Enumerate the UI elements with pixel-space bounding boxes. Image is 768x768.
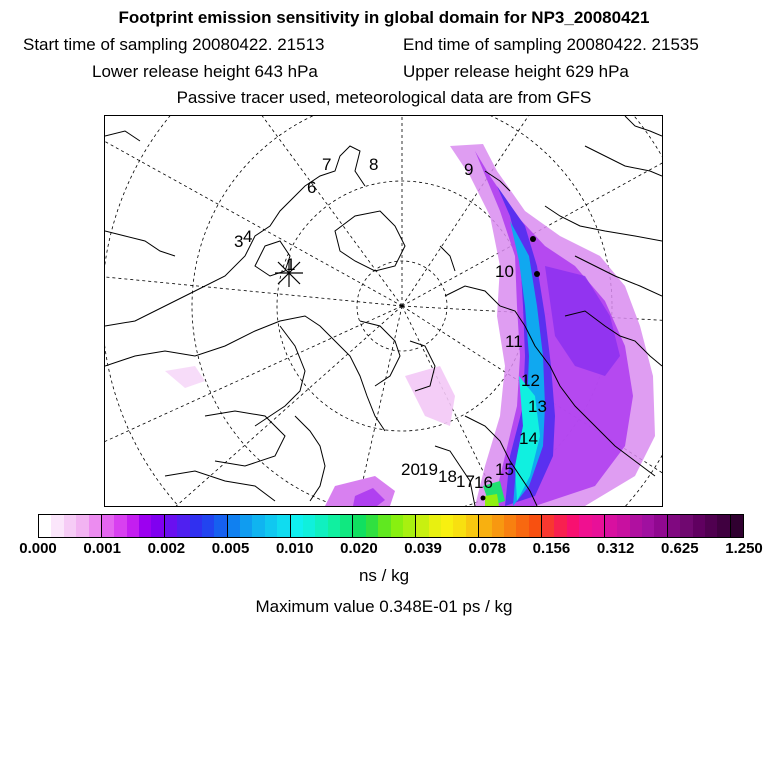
color-scale-swatch	[592, 515, 604, 537]
point-label-16: 16	[474, 473, 493, 492]
point-label-8: 8	[369, 155, 379, 174]
upper-height-text: Upper release height 629 hPa	[403, 62, 629, 81]
maximum-value-text: Maximum value 0.348E-01 ps / kg	[255, 597, 513, 616]
color-scale-swatch	[277, 515, 289, 537]
color-scale-bar	[38, 514, 744, 538]
color-scale-swatch	[202, 515, 214, 537]
color-scale-swatch	[101, 515, 114, 537]
color-scale-swatch	[654, 515, 666, 537]
color-scale-swatch	[705, 515, 717, 537]
color-scale-swatch	[693, 515, 705, 537]
color-scale-unit: ns / kg	[358, 566, 410, 585]
point-label-12: 12	[521, 371, 540, 390]
lower-height-text: Lower release height 643 hPa	[92, 62, 318, 81]
point-label-1: 1	[286, 255, 296, 274]
color-scale-swatch	[366, 515, 378, 537]
color-scale-swatch	[680, 515, 692, 537]
color-scale-swatch	[164, 515, 177, 537]
color-scale-tick-label: 0.625	[661, 540, 699, 557]
color-scale-swatch	[114, 515, 126, 537]
color-scale-tick-label: 0.039	[404, 540, 442, 557]
color-scale-tick-label: 0.078	[468, 540, 507, 557]
point-label-18: 18	[438, 467, 457, 486]
color-scale-swatch	[139, 515, 151, 537]
color-scale-swatch	[567, 515, 579, 537]
color-scale-swatch	[64, 515, 76, 537]
color-scale-swatch	[667, 515, 680, 537]
color-scale-swatch	[579, 515, 591, 537]
color-scale-swatch	[315, 515, 327, 537]
color-scale-swatch	[151, 515, 163, 537]
color-scale-swatch	[39, 515, 51, 537]
color-scale-swatch	[391, 515, 403, 537]
color-scale-swatch	[352, 515, 365, 537]
color-scale-tick-label: 0.156	[532, 540, 571, 557]
color-scale-tick-label: 0.000	[19, 540, 57, 557]
color-scale-swatch	[177, 515, 189, 537]
tracer-note: Passive tracer used, meteorological data are from GFS	[176, 88, 592, 107]
color-scale-swatch	[604, 515, 617, 537]
color-scale-tick-label: 0.312	[596, 540, 635, 557]
color-scale-swatch	[717, 515, 729, 537]
figure-title: Footprint emission sensitivity in global domain for NP3_20080421	[118, 8, 650, 27]
footprint-map	[104, 115, 663, 507]
color-scale-swatch	[76, 515, 88, 537]
end-time-text: End time of sampling 20080422. 21535	[403, 35, 699, 54]
color-scale-swatch	[478, 515, 491, 537]
color-scale-swatch	[529, 515, 541, 537]
color-scale-tick-label: 0.020	[340, 540, 378, 557]
color-scale-swatch	[415, 515, 428, 537]
color-scale-swatch	[303, 515, 315, 537]
color-scale-swatch	[441, 515, 453, 537]
color-scale-swatch	[127, 515, 139, 537]
point-label-20: 20	[401, 460, 420, 479]
color-scale-swatch	[492, 515, 504, 537]
color-scale-swatch	[328, 515, 340, 537]
color-scale-swatch	[453, 515, 465, 537]
color-scale-swatch	[403, 515, 415, 537]
color-scale-swatch	[642, 515, 654, 537]
point-label-13: 13	[528, 397, 547, 416]
color-scale-tick-label: 0.010	[275, 540, 314, 557]
color-scale-swatch	[89, 515, 101, 537]
release-heights-row	[0, 62, 768, 82]
start-time-text: Start time of sampling 20080422. 21513	[23, 35, 325, 54]
point-label-15: 15	[495, 460, 514, 479]
color-scale-tick-label: 0.005	[211, 540, 250, 557]
point-label-19: 19	[419, 460, 438, 479]
color-scale-swatch	[190, 515, 202, 537]
color-scale-swatch	[730, 515, 743, 537]
color-scale-swatch	[516, 515, 528, 537]
footprint-plume	[165, 144, 655, 506]
color-scale-swatch	[554, 515, 566, 537]
color-scale-tick-label: 0.002	[147, 540, 186, 557]
point-label-14: 14	[519, 429, 538, 448]
color-scale-swatch	[504, 515, 516, 537]
color-scale-swatch	[265, 515, 277, 537]
point-label-11: 11	[505, 332, 523, 351]
color-scale-swatch	[227, 515, 240, 537]
color-scale-swatch	[630, 515, 642, 537]
map-canvas	[105, 116, 662, 506]
sampling-times-row	[0, 35, 768, 55]
color-scale-swatch	[617, 515, 629, 537]
color-scale-tick-label: 0.001	[83, 540, 121, 557]
point-label-10: 10	[495, 262, 514, 281]
point-label-6: 6	[307, 178, 317, 197]
point-label-9: 9	[464, 160, 474, 179]
color-scale-swatch	[541, 515, 554, 537]
color-scale-tick-label: 1.250	[725, 540, 763, 557]
color-scale-swatch	[378, 515, 390, 537]
color-scale-swatch	[290, 515, 303, 537]
color-scale-swatch	[240, 515, 252, 537]
color-scale-swatch	[214, 515, 226, 537]
point-label-3: 3	[234, 232, 244, 251]
point-label-17: 17	[456, 472, 475, 491]
color-scale-swatch	[466, 515, 478, 537]
point-label-4: 4	[243, 227, 253, 246]
point-label-7: 7	[322, 155, 332, 174]
color-scale-swatch	[51, 515, 63, 537]
color-scale-swatch	[252, 515, 264, 537]
color-scale-swatch	[429, 515, 441, 537]
color-scale-swatch	[340, 515, 352, 537]
